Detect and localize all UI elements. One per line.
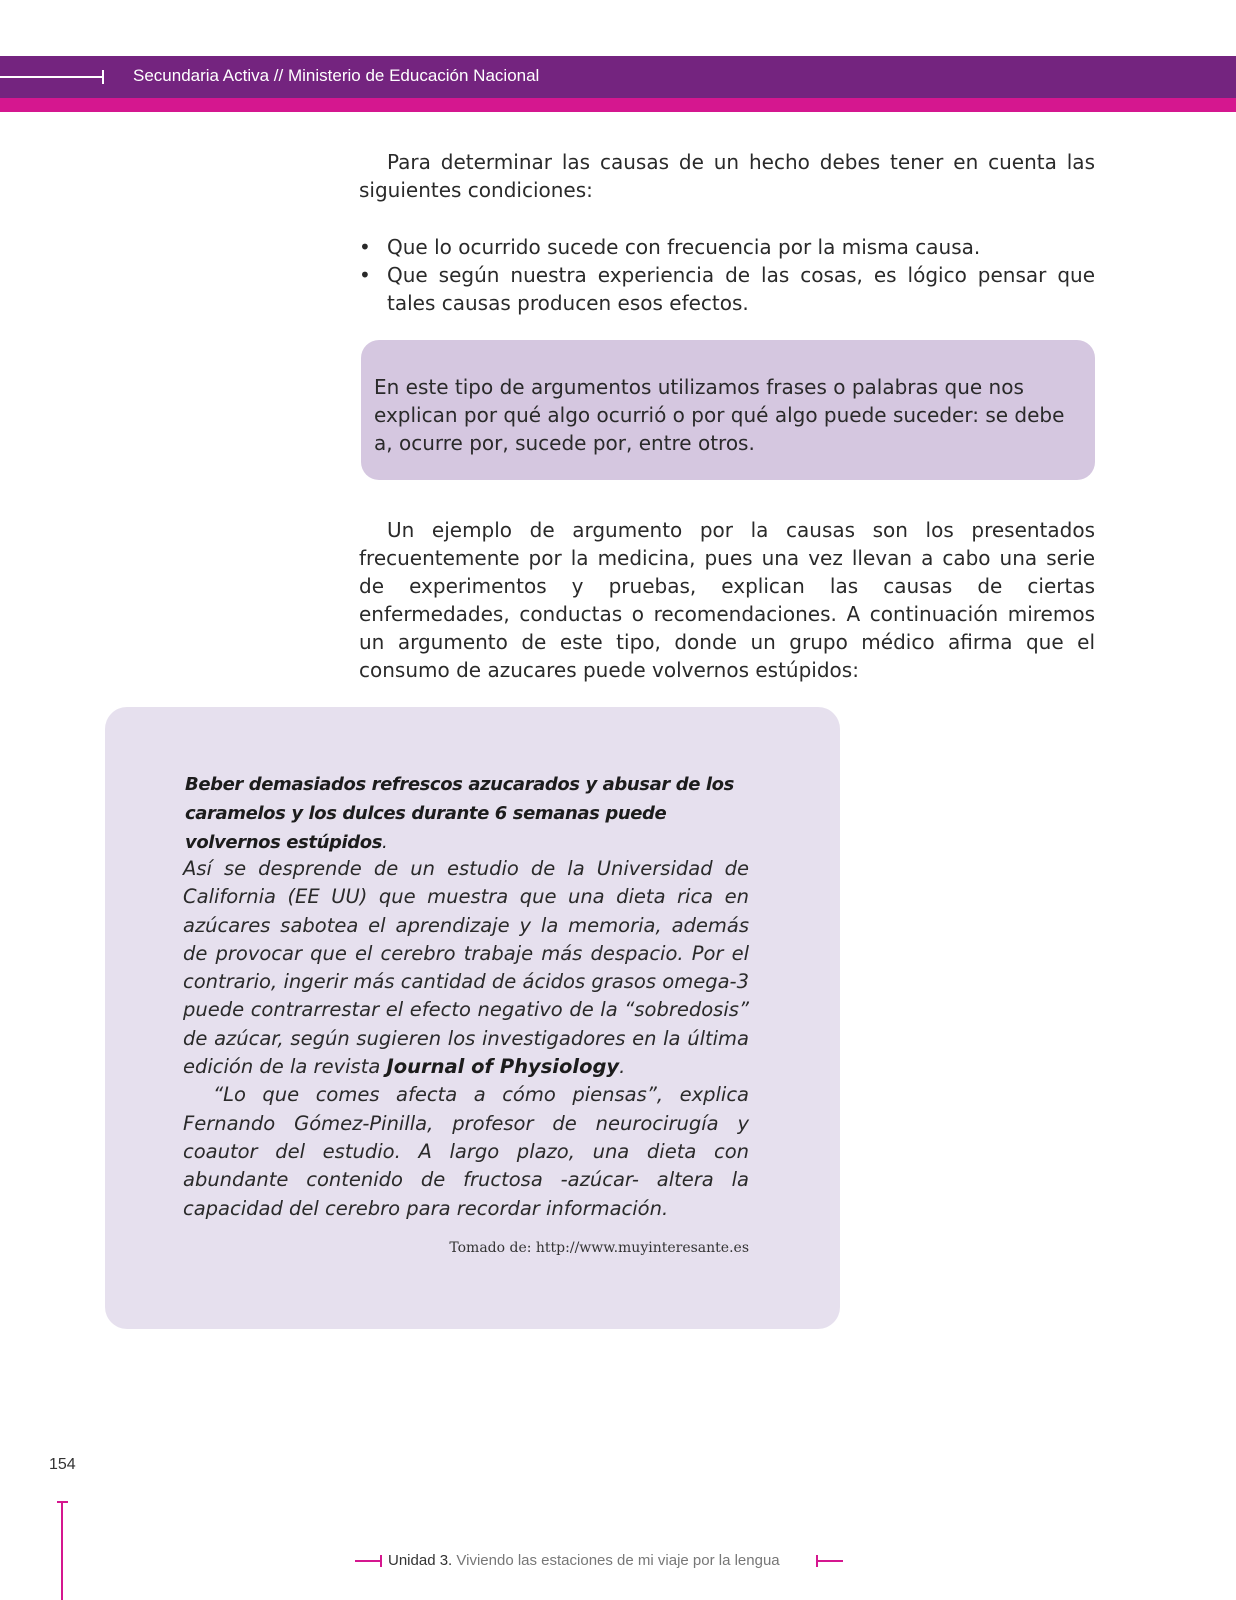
page-number: 154 <box>49 1456 76 1473</box>
footer <box>355 1550 845 1574</box>
quote-source: Tomado de: http://www.muyinteresante.es <box>449 1240 749 1256</box>
quote-body-first: Así se desprende de un estudio de la Universidad de California (EE UU) que muestra que una dieta rica en azúcares sabotea el aprendizaje y la memoria, además de provocar que el cerebro trabaje más despacio. Por el contrario, ingerir más cantidad de ácidos grasos omega-3 puede contrarrestar el efecto negativo de la “sobredosis” de azúcar, según sugieren los investigadores en la última edición de la revista <box>183 857 749 1079</box>
quote-body-first-end: . <box>619 1055 626 1079</box>
bullet-icon: • <box>359 235 371 259</box>
footer-rule-right <box>816 1560 843 1562</box>
header-accent-stripe <box>0 98 1236 112</box>
conditions-list <box>359 233 1095 317</box>
journal-name: Journal of Physiology <box>386 1055 620 1079</box>
header-rule-tick <box>102 70 104 84</box>
footer-unit: Unidad 3. <box>388 1552 453 1569</box>
footer-text <box>388 1552 780 1569</box>
quote-title-period: . <box>382 832 388 853</box>
margin-rule <box>61 1501 63 1600</box>
list-item <box>359 261 1095 317</box>
intro-paragraph: Para determinar las causas de un hecho debes tener en cuenta las siguientes condiciones: <box>359 150 1095 202</box>
header-title: Secundaria Activa // Ministerio de Educación Nacional <box>133 66 540 85</box>
list-item-text: Que según nuestra experiencia de las cosas, es lógico pensar que tales causas producen esos efectos. <box>387 263 1095 315</box>
quote-title-text: Beber demasiados refrescos azucarados y abusar de los caramelos y los dulces durante 6 semanas puede volvernos estúpidos <box>185 774 734 853</box>
footer-unit-title: Viviendo las estaciones de mi viaje por la lengua <box>456 1552 780 1569</box>
footer-tick-left <box>380 1555 382 1567</box>
footer-rule-left <box>355 1560 381 1562</box>
example-paragraph: Un ejemplo de argumento por la causas son los presentados frecuentemente por la medicina, pues una vez llevan a cabo una serie de experimentos y pruebas, explican las causas de ciertas enfermedades, conductas o recomendaciones. A continuación miremos un argumento de este tipo, donde un grupo médico afirma que el consumo de azucares puede volvernos estúpidos: <box>359 518 1095 682</box>
quote-title <box>185 770 749 857</box>
callout-box <box>361 340 1095 480</box>
callout-text: En este tipo de argumentos utilizamos frases o palabras que nos explican por qué algo ocurrió o por qué algo puede suceder: se debe a, ocurre por, sucede por, entre otros. <box>374 375 1065 455</box>
header-rule <box>0 76 104 78</box>
list-item-text: Que lo ocurrido sucede con frecuencia por la misma causa. <box>387 235 981 259</box>
quote-body-second: “Lo que comes afecta a cómo piensas”, explica Fernando Gómez-Pinilla, profesor de neurocirugía y coautor del estudio. A largo plazo, una dieta con abundante contenido de fructosa -azúcar- altera la capacidad del cerebro para recordar información. <box>183 1083 749 1220</box>
quote-body <box>183 855 749 1223</box>
bullet-icon: • <box>359 263 371 287</box>
list-item <box>359 233 1095 261</box>
